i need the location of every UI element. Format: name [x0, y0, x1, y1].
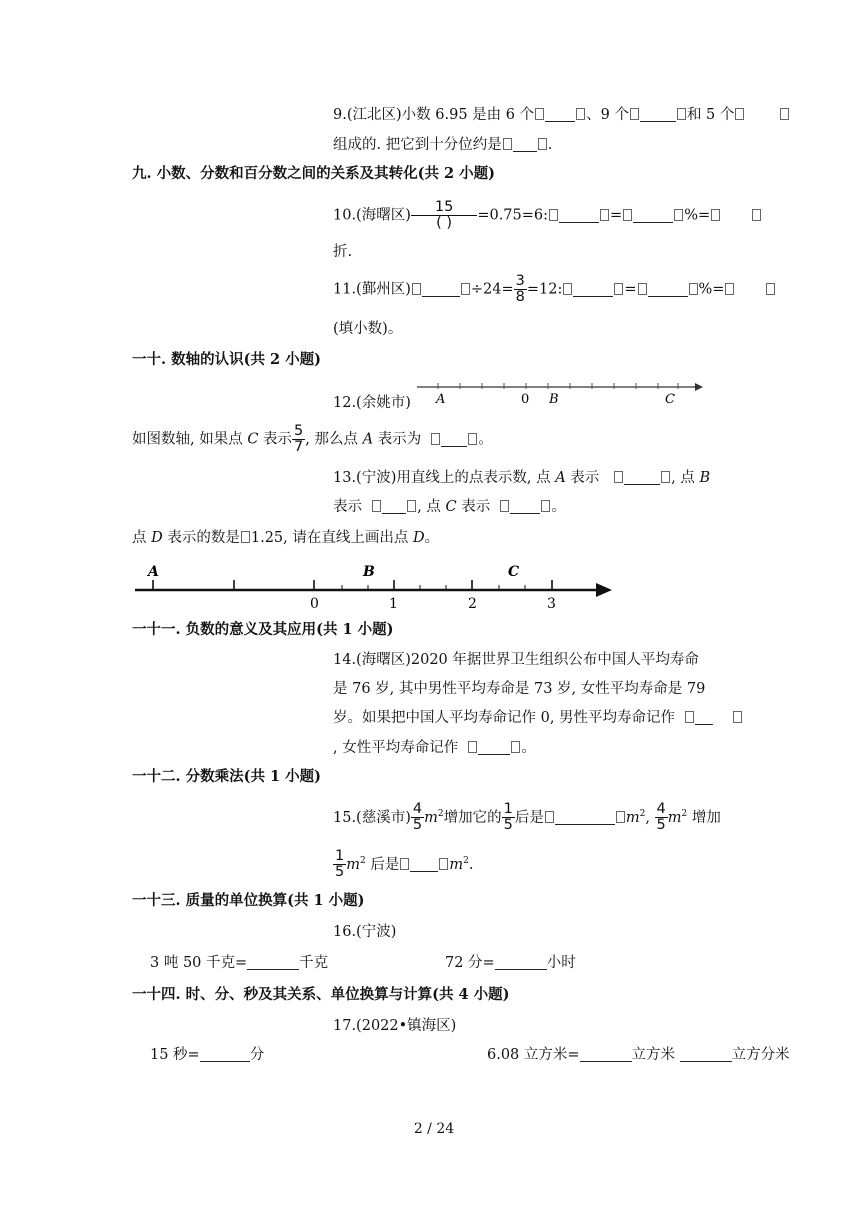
q17-title: 17.(2022•镇海区) [333, 1018, 457, 1034]
answer-box[interactable] [372, 500, 381, 512]
q15-text: . [468, 856, 474, 873]
section-heading: 一十四. 时、分、秒及其关系、单位换算与计算(共 4 小题) [132, 986, 510, 1003]
q10-eq: =0.75=6: [477, 207, 549, 224]
frac-den: ( ) [436, 215, 453, 231]
section-heading: 九. 小数、分数和百分数之间的关系及其转化(共 2 小题) [132, 165, 496, 182]
answer-box[interactable] [780, 108, 789, 120]
answer-blank[interactable] [422, 280, 460, 297]
frac-num: 4 [412, 801, 423, 818]
q13-text: 1.25, 请在直线上画出点 [250, 530, 409, 546]
answer-box[interactable] [725, 283, 734, 295]
q15-fraction [502, 802, 515, 833]
q17-unit: 立方米 [631, 1047, 676, 1063]
q17-unit: 分 [249, 1047, 265, 1063]
answer-box[interactable] [545, 811, 554, 823]
answer-box[interactable] [468, 433, 477, 445]
answer-blank[interactable] [559, 206, 599, 223]
answer-box[interactable] [616, 811, 625, 823]
answer-box[interactable] [735, 108, 744, 120]
point-d-label: D [412, 530, 425, 546]
q12-text: , 那么点 [305, 431, 358, 448]
answer-box[interactable] [600, 209, 609, 221]
q16-title: 16.(宁波) [333, 924, 397, 940]
q12-prefix: 12.(余姚市) [333, 395, 411, 411]
q16-unit: 千克 [299, 955, 329, 971]
answer-blank[interactable] [513, 135, 537, 152]
q12-line2: 如图数轴, 如果点 C 表示 $\frac{5}{7}$ , 那么点 A 表示为 。 [132, 423, 493, 455]
answer-box[interactable] [412, 283, 421, 295]
q10-line2: 折. [333, 244, 353, 260]
answer-box[interactable] [689, 283, 698, 295]
q15-line2 [333, 845, 473, 881]
answer-box[interactable] [461, 283, 470, 295]
answer-box[interactable] [638, 283, 647, 295]
answer-blank[interactable] [495, 953, 547, 970]
point-c-label: C [445, 499, 457, 515]
answer-blank[interactable] [441, 430, 467, 447]
q11-line2: (填小数)。 [333, 321, 403, 337]
answer-box[interactable] [503, 138, 512, 150]
answer-box[interactable] [511, 741, 520, 753]
q13-text: 表示 [333, 499, 362, 515]
q12-text: 表示为 [377, 431, 422, 448]
q13-line2 [333, 496, 566, 518]
answer-blank[interactable] [695, 708, 713, 725]
q16-item-a [150, 952, 328, 974]
q13-text: 点 [132, 530, 147, 546]
axis-label-a: A [436, 392, 446, 407]
axis-number-2: 2 [468, 596, 477, 612]
answer-box[interactable] [400, 858, 409, 870]
unit-m: m [667, 809, 682, 826]
answer-box[interactable] [685, 711, 694, 723]
q15-fraction [411, 802, 424, 833]
answer-box[interactable] [431, 433, 440, 445]
q11-eq: ÷24= [470, 281, 514, 298]
answer-box[interactable] [733, 711, 742, 723]
answer-box[interactable] [468, 741, 477, 753]
axis-number-3: 3 [547, 596, 556, 612]
frac-den: 8 [515, 289, 525, 305]
answer-box[interactable] [500, 500, 509, 512]
q10-prefix: 10.(海曙区) [333, 207, 411, 224]
axis-number-0: 0 [310, 596, 319, 612]
answer-box[interactable] [541, 500, 550, 512]
q13-number-line[interactable] [130, 558, 620, 614]
q17-item-b [487, 1044, 790, 1066]
q12-number-line [410, 378, 710, 408]
frac-num: 15 [411, 200, 477, 216]
q15-text: 后是 [370, 856, 400, 873]
q9-line2: 组成的. 把它到十分位约是 . [333, 137, 553, 153]
answer-box[interactable] [630, 108, 639, 120]
q15-text: , [645, 809, 650, 826]
answer-blank[interactable] [633, 206, 673, 223]
q11-eq: =12: [526, 281, 563, 298]
q14-text: , 女性平均寿命记作 [333, 740, 459, 756]
q11-eq: = [624, 281, 637, 298]
section-heading: 一十二. 分数乘法(共 1 小题) [132, 768, 322, 785]
axis-label-b: B [549, 392, 559, 407]
unit-m: m [449, 856, 464, 873]
answer-box[interactable] [623, 209, 632, 221]
answer-box[interactable] [614, 471, 623, 483]
point-b-label: B [699, 470, 711, 486]
q17-item-a [150, 1044, 264, 1066]
frac-num: 1 [503, 801, 513, 818]
q13-line1 [333, 467, 710, 489]
answer-blank[interactable] [247, 953, 299, 970]
q14-line1: 14.(海曙区)2020 年据世界卫生组织公布中国人平均寿命 [333, 652, 699, 668]
q15-fraction [655, 802, 668, 833]
axis-label-c: C [665, 392, 675, 407]
q13-text: 表示 [461, 499, 491, 515]
answer-box[interactable] [439, 858, 448, 870]
q13-text: 。 [551, 499, 566, 515]
answer-box[interactable] [711, 209, 720, 221]
q16-text: 3 吨 50 千克= [150, 955, 248, 971]
q15-fraction [333, 849, 346, 880]
frac-num: 5 [294, 423, 304, 439]
q9-prefix: 9.(江北区)小数 6.95 是由 6 个 [333, 107, 535, 123]
frac-den: 5 [503, 817, 513, 834]
q13-text: 13.(宁波)用直线上的点表示数, 点 [333, 470, 551, 486]
point-a-label: A [555, 470, 566, 486]
q12-text: 如图数轴, 如果点 [132, 431, 243, 448]
unit-m: m [346, 856, 360, 873]
q17-unit: 立方分米 [731, 1047, 790, 1063]
answer-blank[interactable] [680, 1045, 732, 1062]
unit-sup: 2 [359, 856, 366, 866]
answer-box[interactable] [752, 209, 761, 221]
q15-prefix: 15.(慈溪市) [333, 809, 411, 826]
q9-mid1: 、9 个 [586, 107, 629, 123]
unit-sup: 2 [437, 809, 444, 819]
q16-text: 72 分= [445, 955, 495, 971]
q17-text: 15 秒= [150, 1047, 200, 1063]
frac-den: 7 [294, 439, 304, 455]
unit-sup: 2 [639, 809, 646, 819]
answer-blank[interactable] [580, 1045, 632, 1062]
answer-box[interactable] [677, 108, 686, 120]
answer-box[interactable] [661, 471, 670, 483]
q15-text: 增加 [691, 809, 721, 826]
answer-box[interactable] [576, 108, 585, 120]
answer-blank[interactable] [573, 280, 613, 297]
section-heading: 一十一. 负数的意义及其应用(共 1 小题) [132, 621, 394, 638]
minus-box [241, 531, 250, 543]
answer-box[interactable] [766, 283, 775, 295]
q14-line3 [333, 707, 743, 729]
answer-blank[interactable] [410, 855, 438, 872]
q12-text: 表示 [263, 431, 293, 448]
axis-letter-a: A [148, 564, 159, 580]
page-number: 2 / 24 [413, 1121, 455, 1137]
unit-sup: 2 [681, 809, 688, 819]
q15-line1 [333, 798, 721, 834]
answer-box[interactable] [407, 500, 416, 512]
q13-line3 [132, 527, 439, 549]
q10-line1 [333, 200, 762, 231]
answer-blank[interactable] [555, 808, 615, 825]
answer-blank[interactable] [510, 497, 540, 514]
q15-text: 增加它的 [443, 809, 502, 826]
q12-fraction [292, 424, 305, 455]
answer-blank[interactable] [382, 497, 406, 514]
answer-box[interactable] [538, 138, 547, 150]
unit-m: m [625, 809, 640, 826]
q10-eq: = [610, 207, 623, 224]
frac-num: 4 [656, 801, 666, 818]
q14-text: 。 [521, 740, 536, 756]
q14-line4 [333, 737, 536, 759]
answer-blank[interactable] [545, 105, 575, 122]
q9-line1 [333, 104, 790, 126]
frac-den: 5 [412, 817, 423, 834]
answer-box[interactable] [674, 209, 683, 221]
q11-eq: %= [698, 281, 725, 298]
section-heading: 一十三. 质量的单位换算(共 1 小题) [132, 892, 365, 909]
q14-line2: 是 76 岁, 其中男性平均寿命是 73 岁, 女性平均寿命是 79 [333, 681, 706, 697]
frac-num: 3 [515, 273, 525, 289]
point-d-label: D [151, 530, 163, 546]
q13-text: , 点 [671, 470, 695, 486]
section-heading: 一十. 数轴的认识(共 2 小题) [132, 351, 322, 368]
q13-text: , 点 [417, 499, 441, 515]
unit-m: m [424, 809, 438, 826]
answer-blank[interactable] [624, 468, 660, 485]
answer-box[interactable] [614, 283, 623, 295]
axis-letter-c: C [508, 564, 520, 580]
frac-num: 1 [335, 848, 345, 865]
q9-text: 组成的. 把它到十分位约是 [333, 137, 502, 153]
unit-sup: 2 [463, 856, 469, 866]
axis-number-1: 1 [389, 596, 398, 612]
q13-text: 表示 [570, 470, 600, 486]
q11-prefix: 11.(鄞州区) [333, 281, 411, 298]
answer-blank[interactable] [640, 105, 676, 122]
answer-blank[interactable] [200, 1045, 250, 1062]
q16-unit: 小时 [546, 955, 576, 971]
q17-text: 6.08 立方米= [487, 1047, 580, 1063]
answer-box[interactable] [563, 283, 572, 295]
axis-letter-b: B [363, 564, 375, 580]
q10-fraction [411, 200, 477, 231]
answer-blank[interactable] [478, 738, 510, 755]
answer-blank[interactable] [648, 280, 688, 297]
q14-text: 岁。如果把中国人平均寿命记作 0, 男性平均寿命记作 [333, 710, 676, 726]
q11-fraction [514, 274, 527, 305]
q15-text: 后是 [514, 809, 544, 826]
frac-den: 5 [335, 864, 345, 881]
answer-box[interactable] [535, 108, 544, 120]
point-a-label: A [362, 431, 374, 448]
q16-item-b [445, 952, 576, 974]
q11-line1 [333, 274, 776, 305]
q10-eq: %= [684, 207, 711, 224]
q13-text: 。 [424, 530, 440, 546]
q13-text: 表示的数是 [167, 530, 240, 546]
axis-label-0: 0 [521, 392, 530, 407]
answer-box[interactable] [549, 209, 558, 221]
frac-den: 5 [656, 817, 666, 834]
point-c-label: C [247, 431, 259, 448]
q9-mid2: 和 5 个 [686, 107, 735, 123]
